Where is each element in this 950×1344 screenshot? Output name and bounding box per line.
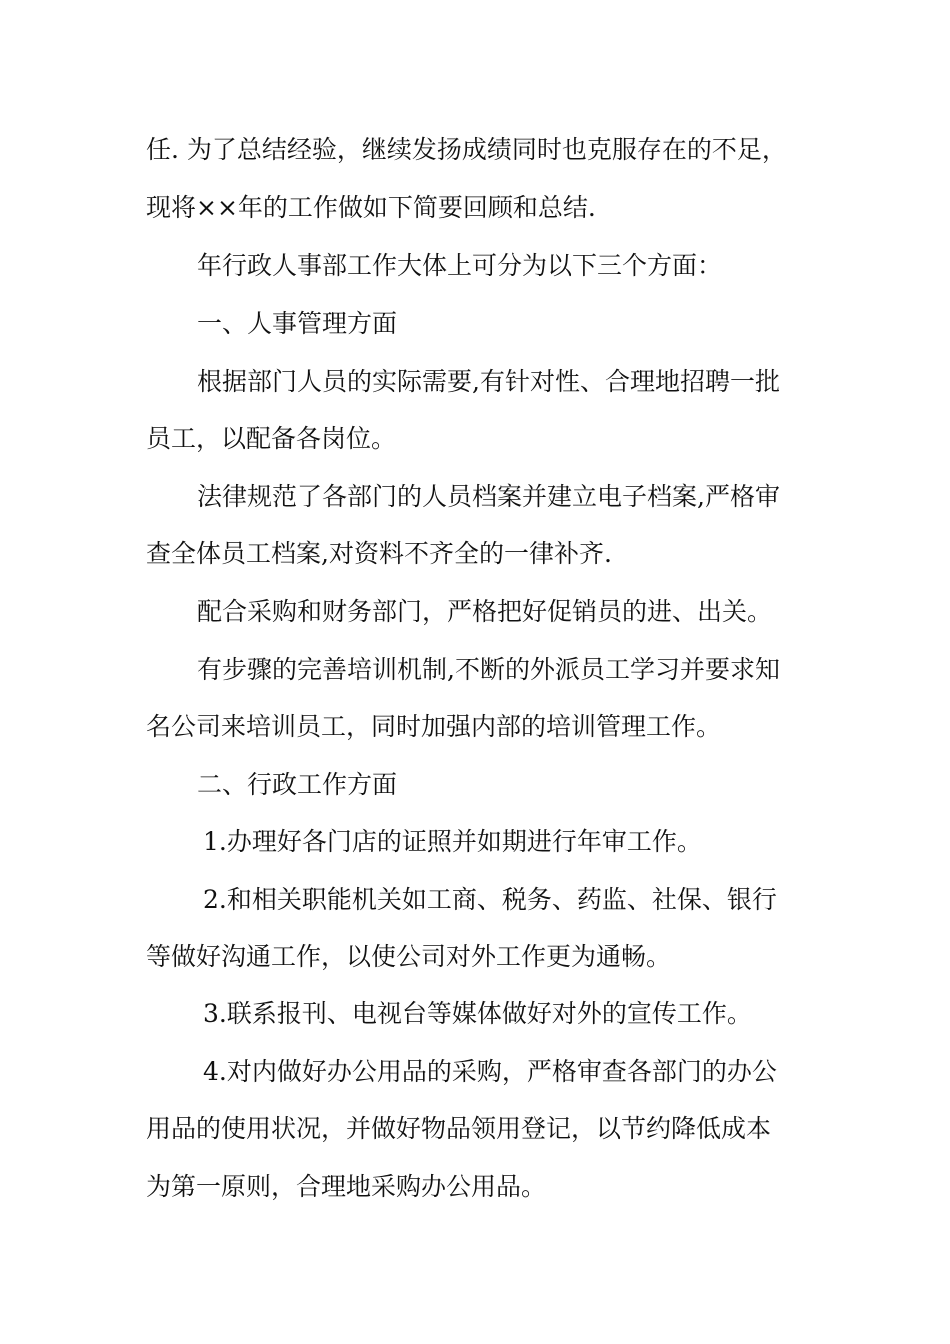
text-line: 为第一原则，合理地采购办公用品。 (146, 1172, 547, 1201)
text-line: 用品的使用状况，并做好物品领用登记，以节约降低成本 (146, 1114, 772, 1143)
text-line: 年行政人事部工作大体上可分为以下三个方面： (197, 251, 723, 280)
list-item: 3.联系报刊、电视台等媒体做好对外的宣传工作。 (203, 999, 752, 1028)
text-line: 查全体员工档案,对资料不齐全的一律补齐. (146, 539, 612, 568)
section-heading: 一、人事管理方面 (197, 309, 398, 338)
section-heading: 二、行政工作方面 (197, 770, 398, 799)
list-item: 4.对内做好办公用品的采购，严格审查各部门的办公 (203, 1057, 777, 1086)
text-line: 有步骤的完善培训机制,不断的外派员工学习并要求知 (197, 655, 780, 684)
text-line: 名公司来培训员工，同时加强内部的培训管理工作。 (146, 712, 722, 741)
text-line: 根据部门人员的实际需要,有针对性、合理地招聘一批 (197, 367, 780, 396)
list-item: 1.办理好各门店的证照并如期进行年审工作。 (203, 827, 702, 856)
text-line: 配合采购和财务部门，严格把好促销员的进、出关。 (197, 597, 773, 626)
text-line: 等做好沟通工作，以使公司对外工作更为通畅。 (146, 942, 672, 971)
text-line: 法律规范了各部门的人员档案并建立电子档案,严格审 (197, 482, 780, 511)
list-item: 2.和相关职能机关如工商、税务、药监、社保、银行 (203, 885, 777, 914)
text-line: 员工，以配备各岗位。 (146, 424, 397, 453)
text-line: 现将××年的工作做如下简要回顾和总结. (146, 193, 596, 222)
text-line: 任. 为了总结经验，继续发扬成绩同时也克服存在的不足， (146, 135, 787, 164)
